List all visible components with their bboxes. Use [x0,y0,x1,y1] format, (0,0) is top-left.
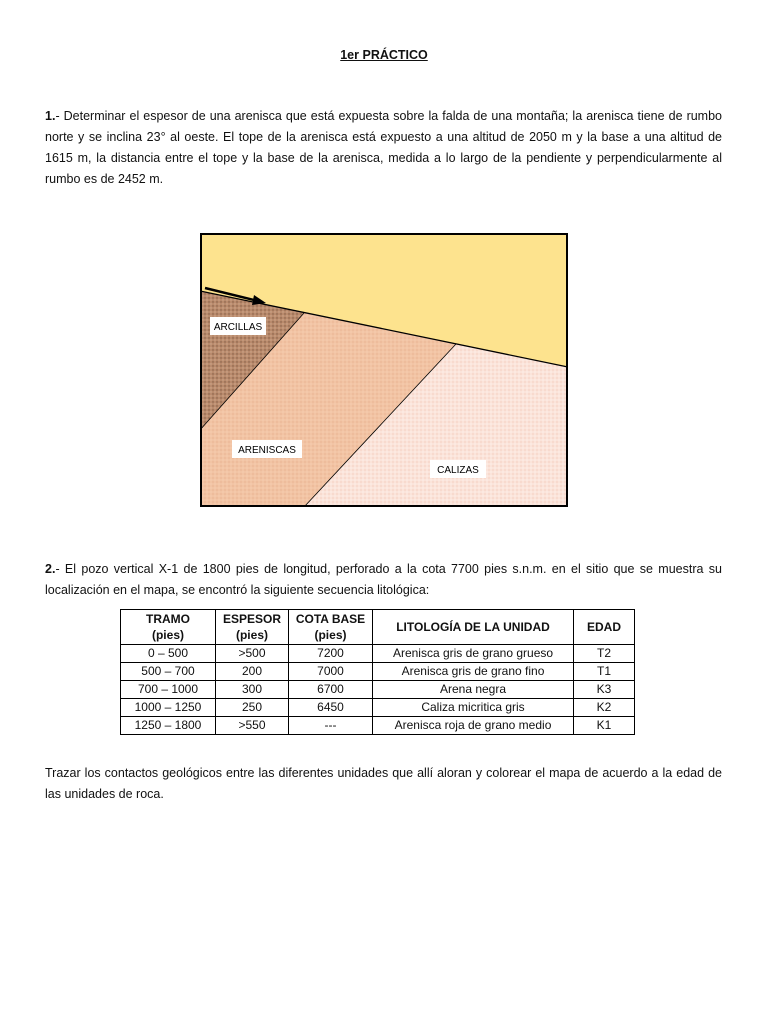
cell-tramo: 700 – 1000 [121,681,216,699]
header-cota-base: COTA BASE (pies) [289,610,373,645]
question-2-number: 2. [45,562,56,576]
cell-cota-base: 7200 [289,645,373,663]
table-header-row [121,610,635,645]
cell-edad: K3 [574,681,635,699]
table-row [121,663,635,681]
table-row [121,645,635,663]
cell-espesor: 200 [216,663,289,681]
cell-edad: T1 [574,663,635,681]
instructions-text: Trazar los contactos geológicos entre las diferentes unidades que allí aloran y colorear el mapa de acuerdo a la edad de las unidades de roca. [45,766,722,801]
header-espesor: ESPESOR (pies) [216,610,289,645]
cell-espesor: >550 [216,717,289,735]
table-row [121,681,635,699]
cell-cota-base: 6700 [289,681,373,699]
cell-litologia: Arenisca gris de grano grueso [373,645,574,663]
question-2-text: - El pozo vertical X-1 de 1800 pies de longitud, perforado a la cota 7700 pies s.n.m. en el sitio que se muestra su localización en el mapa, se encontró la siguiente secuencia litológica: [45,562,722,597]
cell-espesor: 250 [216,699,289,717]
header-litologia: LITOLOGÍA DE LA UNIDAD [373,610,574,645]
svg-text:CALIZAS: CALIZAS [437,465,479,476]
label-calizas [430,460,486,478]
label-arcillas [210,317,266,335]
page-title: 1er PRÁCTICO [340,48,428,62]
cell-litologia: Caliza micritica gris [373,699,574,717]
svg-text:ARENISCAS: ARENISCAS [238,445,296,456]
header-edad: EDAD [574,610,635,645]
cell-tramo: 0 – 500 [121,645,216,663]
geologic-cross-section [200,233,568,507]
question-1 [45,106,722,190]
cell-edad: K2 [574,699,635,717]
cell-edad: K1 [574,717,635,735]
question-2 [45,559,722,601]
table-row [121,717,635,735]
label-areniscas [232,440,302,458]
cell-espesor: >500 [216,645,289,663]
cell-litologia: Arenisca gris de grano fino [373,663,574,681]
cell-tramo: 1250 – 1800 [121,717,216,735]
cell-cota-base: --- [289,717,373,735]
svg-text:ARCILLAS: ARCILLAS [213,322,263,333]
question-1-text: - Determinar el espesor de una arenisca que está expuesta sobre la falda de una montaña; la arenisca tiene de rumbo norte y se inclina 23° al oeste. El tope de la arenisca está expuesto a una altitud de 2050 m y la base a una altitud de 1615 m, la distancia entre el tope y la base de la arenisca, medida a lo largo de la pendiente y perpendicularmente al rumbo es de 2452 m. [45,109,722,186]
cell-litologia: Arena negra [373,681,574,699]
cell-cota-base: 7000 [289,663,373,681]
table-row [121,699,635,717]
lithology-table [120,609,635,735]
cell-cota-base: 6450 [289,699,373,717]
cell-edad: T2 [574,645,635,663]
cell-tramo: 1000 – 1250 [121,699,216,717]
question-1-number: 1. [45,109,56,123]
cell-litologia: Arenisca roja de grano medio [373,717,574,735]
header-tramo: TRAMO (pies) [121,610,216,645]
cell-tramo: 500 – 700 [121,663,216,681]
cell-espesor: 300 [216,681,289,699]
